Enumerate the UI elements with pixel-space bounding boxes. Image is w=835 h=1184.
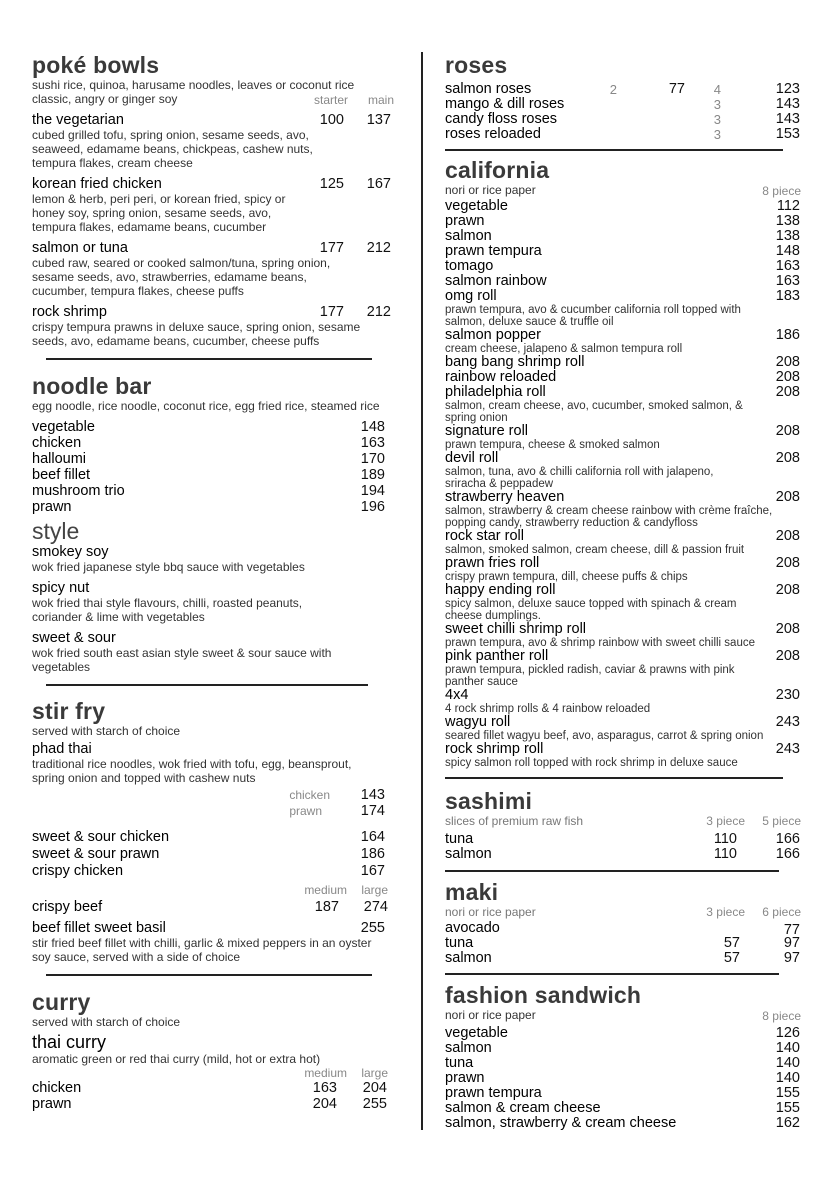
menu-item (445, 951, 805, 966)
section-title: noodle bar (32, 373, 152, 399)
item-description: seared fillet wagyu beef, avo, asparagus, carrot & spring onion (445, 730, 764, 742)
california-list (445, 199, 805, 769)
style-option (32, 630, 394, 674)
menu-item (32, 451, 394, 467)
item-price: 208 (775, 528, 800, 544)
menu-item (445, 451, 805, 490)
item-price-medium: 204 (312, 1096, 337, 1112)
item-description: cubed raw, seared or cooked salmon/tuna, spring onion, sesame seeds, avo, strawberries, edamame beans, cucumber, tempura flakes, cheese puffs (32, 256, 331, 298)
section-title: sashimi (445, 788, 533, 814)
item-price-3-piece: 57 (723, 935, 740, 951)
menu-item (445, 289, 805, 328)
item-name: salmon & cream cheese (445, 1100, 601, 1116)
menu-item (445, 385, 805, 424)
item-price: 162 (775, 1115, 800, 1131)
item-price: 208 (775, 582, 800, 598)
item-name: salmon (445, 950, 492, 966)
item-description: prawn tempura, pickled radish, caviar & prawns with pink panther sauce (445, 664, 735, 688)
item-description: prawn tempura, cheese & smoked salmon (445, 439, 660, 451)
item-price-5-piece: 166 (775, 846, 800, 862)
item-name: thai curry (32, 1032, 107, 1052)
item-name: vegetable (445, 198, 508, 214)
item-name: salmon popper (445, 327, 541, 343)
menu-item (445, 622, 805, 649)
menu-item (32, 240, 394, 298)
menu-item (32, 176, 394, 234)
item-price: 243 (775, 714, 800, 730)
section-subtitle: sushi rice, quinoa, harusame noodles, leaves or coconut rice (32, 78, 355, 92)
section-title: poké bowls (32, 52, 160, 78)
column-header-starter: starter (313, 93, 348, 107)
section-california (445, 157, 805, 769)
section-title: curry (32, 989, 91, 1015)
item-price-6-piece: 77 (783, 922, 800, 938)
section-title: maki (445, 879, 499, 905)
item-name: sweet & sour prawn (32, 846, 160, 862)
left-column (32, 52, 394, 1112)
menu-item (445, 229, 805, 244)
item-price-main: 167 (366, 176, 391, 192)
item-name: rock shrimp (32, 304, 107, 320)
item-name: prawn tempura (445, 1085, 542, 1101)
item-price-starter: 177 (319, 240, 344, 256)
item-name: rock shrimp roll (445, 741, 544, 757)
item-name: beef fillet (32, 467, 91, 483)
item-name: chicken (32, 1080, 82, 1096)
option-price: 174 (360, 803, 385, 819)
menu-item (32, 419, 394, 435)
item-description: traditional rice noodles, wok fried with tofu, egg, beansprout, spring onion and topped with cashew nuts (32, 757, 352, 785)
menu-item (445, 370, 805, 385)
column-header-8-piece: 8 piece (762, 184, 801, 198)
item-name: korean fried chicken (32, 176, 162, 192)
item-description: crispy tempura prawns in deluxe sauce, spring onion, sesame seeds, avo, edamame beans, cucumber, cheese puffs (32, 320, 361, 348)
item-price-main: 212 (366, 240, 391, 256)
item-name: tuna (445, 831, 474, 847)
section-divider (445, 973, 779, 975)
section-roses (445, 52, 805, 142)
menu-item (445, 832, 805, 847)
item-name: signature roll (445, 423, 529, 439)
menu-item (445, 529, 805, 556)
item-name: sweet & sour chicken (32, 829, 170, 845)
item-name: prawn (32, 499, 72, 515)
column-header-3-piece: 3 piece (706, 905, 745, 919)
item-price-large: 274 (363, 899, 388, 915)
item-price: 196 (360, 499, 385, 515)
column-header-main: main (367, 93, 394, 107)
item-price: 186 (775, 327, 800, 343)
item-price: 243 (775, 741, 800, 757)
menu-item (445, 583, 805, 622)
item-name: salmon rainbow (445, 273, 547, 289)
item-description: lemon & herb, peri peri, or korean fried, spicy or honey soy, spring onion, sesame seeds, avo, tempura flakes, edamame beans, cucumber (32, 192, 286, 234)
item-name: wagyu roll (445, 714, 511, 730)
section-poke-bowls (32, 52, 394, 348)
item-name: candy floss roses (445, 111, 558, 127)
section-divider (445, 149, 783, 151)
menu-item (445, 715, 805, 742)
item-name: salmon or tuna (32, 240, 128, 256)
item-name: 4x4 (445, 687, 469, 703)
style-description: wok fried south east asian style sweet & sour sauce with vegetables (32, 646, 332, 674)
item-description: spicy salmon roll topped with rock shrimp in deluxe sauce (445, 757, 738, 769)
style-heading: style (32, 518, 80, 544)
item-name: salmon (445, 846, 492, 862)
item-price: 140 (775, 1055, 800, 1071)
item-name: devil roll (445, 450, 499, 466)
item-name: tuna (445, 1055, 474, 1071)
right-column (445, 52, 805, 1131)
section-subtitle: served with starch of choice (32, 1015, 181, 1029)
menu-item (445, 649, 805, 688)
item-name: mango & dill roses (445, 96, 565, 112)
column-divider (421, 52, 423, 1130)
section-subtitle: served with starch of choice (32, 724, 181, 738)
item-price-main: 212 (366, 304, 391, 320)
item-description: 4 rock shrimp rolls & 4 rainbow reloaded (445, 703, 651, 715)
menu-item (445, 328, 805, 355)
item-price-main: 137 (366, 112, 391, 128)
item-price-large: 255 (362, 1096, 387, 1112)
menu-item (445, 847, 805, 862)
menu-item (445, 556, 805, 583)
menu-item (32, 304, 394, 348)
column-header-medium: medium (304, 1066, 347, 1080)
item-name: rock star roll (445, 528, 524, 544)
section-maki (445, 879, 805, 966)
item-price-3-piece: 110 (713, 846, 737, 862)
item-name: prawn tempura (445, 243, 542, 259)
item-name: prawn (445, 213, 485, 229)
menu-item (32, 1080, 394, 1096)
item-name: phad thai (32, 741, 92, 757)
item-count: 2 (609, 82, 617, 97)
item-price-3-piece: 57 (723, 950, 740, 966)
style-name: sweet & sour (32, 630, 116, 646)
item-name: omg roll (445, 288, 497, 304)
item-price: 155 (775, 1100, 800, 1116)
menu-item (445, 1116, 805, 1131)
item-price: 138 (775, 228, 800, 244)
item-name: the vegetarian (32, 112, 124, 128)
section-title: california (445, 157, 550, 183)
item-price: 255 (360, 920, 385, 936)
item-name: tuna (445, 935, 474, 951)
item-name: pink panther roll (445, 648, 549, 664)
item-price: 208 (775, 384, 800, 400)
item-name: happy ending roll (445, 582, 556, 598)
section-subtitle: classic, angry or ginger soy (32, 92, 178, 106)
item-description: aromatic green or red thai curry (mild, hot or extra hot) (32, 1052, 321, 1066)
menu-item (445, 214, 805, 229)
item-price: 208 (775, 423, 800, 439)
section-subtitle: slices of premium raw fish (445, 814, 584, 828)
item-price: 126 (775, 1025, 800, 1041)
column-header-medium: medium (304, 883, 347, 897)
item-name: crispy chicken (32, 863, 124, 879)
item-name: prawn fries roll (445, 555, 540, 571)
column-header-large: large (361, 1066, 388, 1080)
section-divider (46, 974, 372, 976)
item-price: 208 (775, 555, 800, 571)
item-price: 186 (360, 846, 385, 862)
menu-item (445, 244, 805, 259)
menu-item (32, 829, 394, 846)
option-label: chicken (289, 788, 330, 802)
item-option (32, 787, 394, 803)
item-price: 153 (775, 126, 800, 142)
item-price-starter: 177 (319, 304, 344, 320)
item-price: 189 (360, 467, 385, 483)
item-name: halloumi (32, 451, 86, 467)
column-header-6-piece: 6 piece (762, 905, 801, 919)
menu-item (445, 97, 805, 112)
item-description: salmon, tuna, avo & chilli california roll with jalapeno, sriracha & peppadew (445, 466, 714, 490)
menu-item (445, 921, 805, 936)
item-price-5-piece: 166 (775, 831, 800, 847)
item-price: 208 (775, 621, 800, 637)
item-price: 208 (775, 450, 800, 466)
item-description: stir fried beef fillet with chilli, garlic & mixed peppers in an oyster soy sauce, served with a side of choice (32, 936, 372, 964)
style-name: smokey soy (32, 544, 109, 560)
style-description: wok fried thai style flavours, chilli, roasted peanuts, coriander & lime with vegetables (32, 596, 303, 624)
item-price: 112 (776, 198, 800, 214)
item-name: mushroom trio (32, 483, 125, 499)
section-title: stir fry (32, 698, 106, 724)
item-price: 143 (775, 96, 800, 112)
item-description: cream cheese, jalapeno & salmon tempura roll (445, 343, 683, 355)
item-price: 148 (360, 419, 385, 435)
item-price-medium: 187 (314, 899, 339, 915)
section-sashimi (445, 788, 805, 862)
section-subtitle: nori or rice paper (445, 1008, 536, 1022)
menu-item (445, 688, 805, 715)
item-name: avocado (445, 920, 500, 936)
item-price-starter: 100 (319, 112, 344, 128)
item-description: salmon, cream cheese, avo, cucumber, smoked salmon, & spring onion (445, 400, 743, 424)
section-curry (32, 989, 394, 1112)
menu-item (445, 259, 805, 274)
menu-item (445, 1086, 805, 1101)
item-price: 163 (775, 273, 800, 289)
item-option (32, 803, 394, 819)
section-subtitle: nori or rice paper (445, 905, 536, 919)
menu-item (32, 467, 394, 483)
menu-item (445, 82, 805, 97)
item-name: vegetable (32, 419, 95, 435)
item-name: salmon roses (445, 81, 532, 97)
item-description: prawn tempura, avo & shrimp rainbow with sweet chilli sauce (445, 637, 755, 649)
item-price: 208 (775, 354, 800, 370)
menu-item (445, 1071, 805, 1086)
section-divider (445, 777, 783, 779)
item-price: 148 (775, 243, 800, 259)
item-description: prawn tempura, avo & cucumber california roll topped with salmon, deluxe sauce & truffle oil (445, 304, 741, 328)
item-name: sweet chilli shrimp roll (445, 621, 587, 637)
menu-item (445, 936, 805, 951)
item-price: 208 (775, 648, 800, 664)
item-price-large: 204 (362, 1080, 387, 1096)
item-price: 163 (775, 258, 800, 274)
menu-item (32, 499, 394, 515)
item-price: 140 (775, 1070, 800, 1086)
menu-item (32, 863, 394, 880)
item-name: bang bang shrimp roll (445, 354, 585, 370)
menu-item (445, 1056, 805, 1071)
item-name: salmon (445, 228, 492, 244)
item-price: 143 (775, 111, 800, 127)
menu-item (32, 920, 394, 964)
item-name: tomago (445, 258, 494, 274)
item-name: salmon (445, 1040, 492, 1056)
menu-item (32, 1096, 394, 1112)
menu-item (445, 1026, 805, 1041)
section-title: fashion sandwich (445, 982, 642, 1008)
menu-item (445, 127, 805, 142)
item-price: 194 (360, 483, 385, 499)
item-price-6-piece: 97 (783, 950, 800, 966)
item-name: rainbow reloaded (445, 369, 557, 385)
style-option (32, 544, 394, 574)
item-price: 208 (775, 369, 800, 385)
item-name: crispy beef (32, 899, 103, 915)
item-price: 163 (360, 435, 385, 451)
item-price: 155 (775, 1085, 800, 1101)
item-name: philadelphia roll (445, 384, 546, 400)
menu-item (445, 742, 805, 769)
item-count: 3 (713, 127, 721, 142)
item-price: 167 (360, 863, 385, 879)
item-name: prawn (32, 1096, 72, 1112)
item-price-3-piece: 110 (713, 831, 737, 847)
section-subtitle: egg noodle, rice noodle, coconut rice, egg fried rice, steamed rice (32, 399, 380, 413)
menu-item (445, 1041, 805, 1056)
style-option (32, 580, 394, 624)
item-price: 140 (775, 1040, 800, 1056)
option-price: 143 (360, 787, 385, 803)
menu-item (445, 424, 805, 451)
item-price-small: 77 (668, 81, 685, 97)
style-description: wok fried japanese style bbq sauce with vegetables (32, 560, 305, 574)
item-name: strawberry heaven (445, 489, 565, 505)
item-price: 170 (360, 451, 385, 467)
column-header-5-piece: 5 piece (762, 814, 801, 828)
item-price: 230 (775, 687, 800, 703)
section-noodle-bar (32, 373, 394, 674)
item-price: 123 (775, 81, 800, 97)
menu-item (32, 899, 394, 919)
item-count: 3 (713, 97, 721, 112)
section-divider (46, 358, 372, 360)
section-stir-fry (32, 698, 394, 964)
item-price-starter: 125 (319, 176, 344, 192)
section-divider (46, 684, 368, 686)
section-divider (445, 870, 779, 872)
item-price: 138 (775, 213, 800, 229)
menu-item (445, 112, 805, 127)
item-name: roses reloaded (445, 126, 541, 142)
column-header-3-piece: 3 piece (706, 814, 745, 828)
style-name: spicy nut (32, 580, 90, 596)
item-name: salmon, strawberry & cream cheese (445, 1115, 677, 1131)
menu-item (445, 199, 805, 214)
menu-item (32, 435, 394, 451)
item-name: chicken (32, 435, 82, 451)
menu-item (32, 846, 394, 863)
item-price-medium: 163 (312, 1080, 337, 1096)
menu-item (445, 355, 805, 370)
item-price-6-piece: 97 (783, 935, 800, 951)
item-name: prawn (445, 1070, 485, 1086)
option-label: prawn (289, 804, 322, 818)
section-fashion-sandwich (445, 982, 805, 1131)
item-description: spicy salmon, deluxe sauce topped with spinach & cream cheese dumplings. (445, 598, 737, 622)
item-description: salmon, strawberry & cream cheese rainbow with crème fraîche, popping candy, strawberry reduction & candyfloss (445, 505, 773, 529)
item-name: vegetable (445, 1025, 508, 1041)
menu-item (445, 274, 805, 289)
item-count: 4 (713, 82, 721, 97)
item-name: beef fillet sweet basil (32, 920, 166, 936)
item-description: cubed grilled tofu, spring onion, sesame seeds, avo, seaweed, edamame beans, chickpeas, cashew nuts, tempura flakes, cream cheese (32, 128, 313, 170)
column-header-8-piece: 8 piece (762, 1009, 801, 1023)
item-price: 183 (775, 288, 800, 304)
section-subtitle: nori or rice paper (445, 183, 536, 197)
menu-item (32, 483, 394, 499)
menu-item (32, 112, 394, 170)
item-count: 3 (713, 112, 721, 127)
column-header-large: large (361, 883, 388, 897)
item-price: 208 (775, 489, 800, 505)
item-price: 164 (360, 829, 385, 845)
menu-item (445, 490, 805, 529)
section-title: roses (445, 52, 508, 78)
item-description: crispy prawn tempura, dill, cheese puffs & chips (445, 571, 688, 583)
menu-item (445, 1101, 805, 1116)
item-description: salmon, smoked salmon, cream cheese, dill & passion fruit (445, 544, 745, 556)
